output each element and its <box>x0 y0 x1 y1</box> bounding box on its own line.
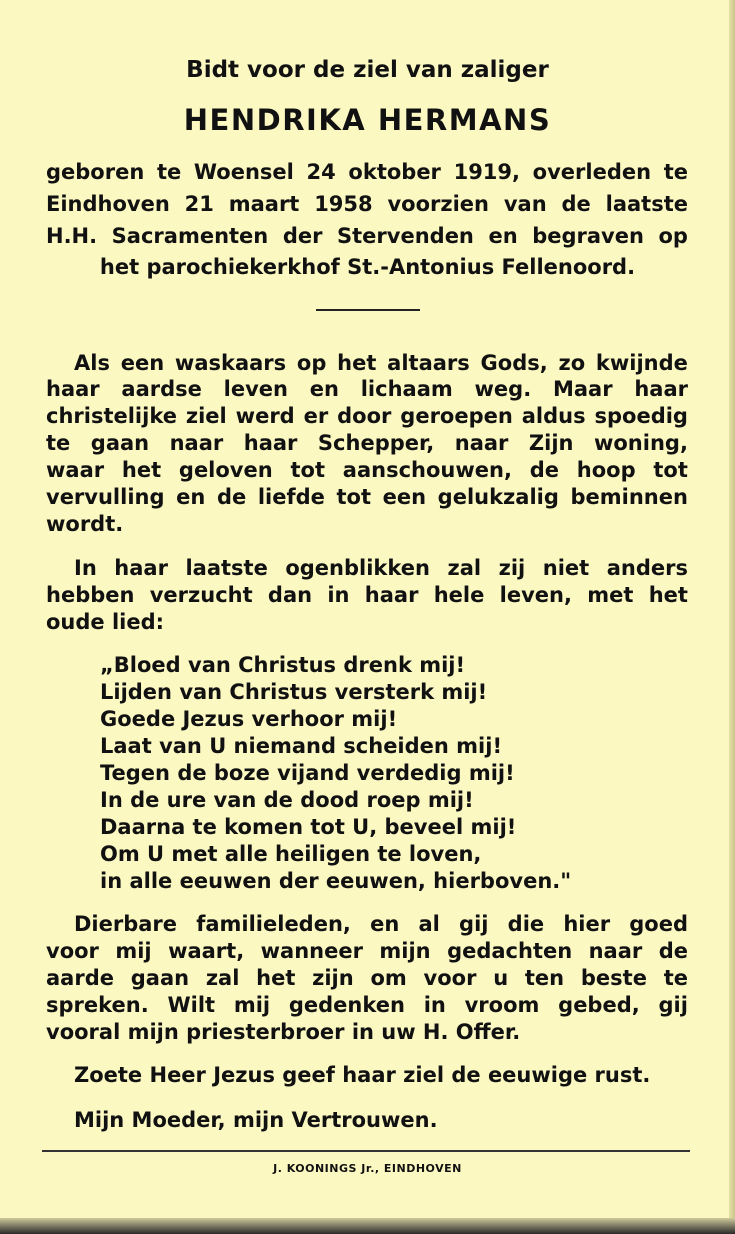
word: wanneer <box>260 939 363 963</box>
word: het <box>648 583 688 607</box>
word: waskaars <box>174 351 287 375</box>
text-line: wordt. <box>46 512 124 536</box>
word: het <box>121 458 162 482</box>
text-line <box>46 993 688 1017</box>
word: haar <box>114 556 168 580</box>
word: tot <box>653 458 688 482</box>
word: familieleden, <box>196 912 351 936</box>
word: leven, <box>499 583 572 607</box>
word: christelijke <box>46 404 177 428</box>
word: spreken. <box>46 993 149 1017</box>
word: u <box>493 966 509 990</box>
word: Sacramenten <box>111 224 269 248</box>
word: In <box>74 556 97 580</box>
prayer-line: Om U met alle heiligen te loven, <box>100 842 482 866</box>
word: haar <box>46 377 100 401</box>
word: hele <box>433 583 485 607</box>
word: naar <box>454 431 509 455</box>
word: vervulling <box>46 485 165 509</box>
word: met <box>587 583 634 607</box>
word: om <box>370 966 407 990</box>
word: zo <box>558 351 586 375</box>
prayer-line: in alle eeuwen der eeuwen, hierboven." <box>100 869 572 893</box>
text-line <box>74 912 688 936</box>
word: lichaam <box>360 377 453 401</box>
text-line <box>74 556 688 580</box>
text-line <box>46 583 688 607</box>
word: aarde <box>46 966 114 990</box>
details-line: het parochiekerkhof St.-Antonius Fellenoord. <box>99 255 636 279</box>
word: voor <box>46 939 99 963</box>
intro-line: Bidt voor de ziel van zaliger <box>186 57 549 83</box>
word: beminnen <box>570 485 688 509</box>
word: 24 <box>306 160 336 184</box>
word: geroepen <box>400 404 513 428</box>
word: Zijn <box>528 431 574 455</box>
word: kwijnde <box>595 351 688 375</box>
word: laatste <box>185 556 268 580</box>
closing-prayer: Zoete Heer Jezus geef haar ziel de eeuwige rust. <box>74 1063 651 1087</box>
prayer-line: Laat van U niemand scheiden mij! <box>100 734 503 758</box>
text-line <box>46 431 688 455</box>
word: tot <box>336 485 372 509</box>
text-line <box>46 404 688 428</box>
text-line <box>46 458 688 482</box>
text-line <box>74 351 688 375</box>
prayer-line: „Bloed van Christus drenk mij! <box>100 653 466 677</box>
prayer-line: Lijden van Christus versterk mij! <box>100 680 488 704</box>
word: te <box>663 966 688 990</box>
card-bottom-edge <box>0 1218 735 1234</box>
word: anders <box>606 556 688 580</box>
word: hoop <box>576 458 636 482</box>
word: Dierbare <box>74 912 178 936</box>
word: liefde <box>257 485 325 509</box>
word: de <box>216 485 247 509</box>
word: aldus <box>521 404 586 428</box>
word: ten <box>524 966 565 990</box>
word: oktober <box>348 160 441 184</box>
details-line <box>46 224 688 248</box>
word: laatste <box>605 192 688 216</box>
word: 1958 <box>314 192 373 216</box>
details-line <box>46 160 688 184</box>
printer-credit: J. KOONINGS Jr., EINDHOVEN <box>273 1162 462 1175</box>
word: en <box>370 912 400 936</box>
word: overleden <box>532 160 652 184</box>
word: beste <box>580 966 647 990</box>
word: ogenblikken <box>285 556 430 580</box>
word: Eindhoven <box>46 192 170 216</box>
word: tot <box>290 458 325 482</box>
word: waar <box>46 458 105 482</box>
word: maart <box>228 192 300 216</box>
word: en <box>176 485 206 509</box>
text-line: oude lied: <box>46 610 165 634</box>
text-line <box>46 377 688 401</box>
word: een <box>382 485 427 509</box>
word: leven <box>223 377 288 401</box>
word: het <box>337 351 377 375</box>
word: zijn <box>312 966 354 990</box>
word: Woensel <box>193 160 294 184</box>
word: H.H. <box>46 224 98 248</box>
word: in <box>327 583 350 607</box>
word: te <box>663 160 688 184</box>
word: verzucht <box>149 583 253 607</box>
word: waart, <box>168 939 245 963</box>
word: er <box>303 404 329 428</box>
word: der <box>282 224 323 248</box>
word: naar <box>588 939 643 963</box>
bottom-rule <box>42 1150 690 1152</box>
word: 21 <box>184 192 214 216</box>
word: mij <box>233 993 271 1017</box>
prayer-line: Tegen de boze vijand verdedig mij! <box>100 761 515 785</box>
word: van <box>503 192 547 216</box>
word: op <box>658 224 688 248</box>
prayer-line: Goede Jezus verhoor mij! <box>100 707 398 731</box>
word: gebed, <box>558 993 640 1017</box>
word: te <box>46 431 71 455</box>
separator <box>316 309 420 311</box>
word: haar <box>243 431 298 455</box>
text-line <box>46 966 688 990</box>
word: haar <box>364 583 419 607</box>
word: op <box>296 351 327 375</box>
word: werd <box>235 404 295 428</box>
word: Gods, <box>480 351 548 375</box>
word: al <box>418 912 440 936</box>
word: Schepper, <box>317 431 435 455</box>
deceased-name: HENDRIKA HERMANS <box>183 103 552 137</box>
word: ziel <box>185 404 227 428</box>
word: zal <box>447 556 482 580</box>
word: gelukzalig <box>437 485 559 509</box>
word: Wilt <box>167 993 216 1017</box>
word: naar <box>169 431 224 455</box>
word: Maar <box>552 377 613 401</box>
word: mijn <box>379 939 431 963</box>
word: te <box>156 160 182 184</box>
word: aanschouwen, <box>342 458 512 482</box>
word: door <box>337 404 392 428</box>
word: vroom <box>464 993 540 1017</box>
word: 1919, <box>453 160 521 184</box>
word: en <box>309 377 339 401</box>
word: geloven <box>178 458 273 482</box>
prayer-line: Daarna te komen tot U, beveel mij! <box>100 815 517 839</box>
word: zal <box>205 966 240 990</box>
word: Stervenden <box>337 224 474 248</box>
word: gedachten <box>447 939 573 963</box>
word: voorzien <box>387 192 489 216</box>
word: hier <box>563 912 611 936</box>
word: gij <box>459 912 489 936</box>
word: geboren <box>46 160 145 184</box>
word: de <box>529 458 559 482</box>
word: dan <box>267 583 313 607</box>
word: in <box>423 993 446 1017</box>
word: weg. <box>474 377 532 401</box>
word: gedenken <box>288 993 405 1017</box>
word: Als <box>74 351 110 375</box>
text-line: vooral mijn priesterbroer in uw H. Offer. <box>46 1020 521 1044</box>
word: spoedig <box>594 404 688 428</box>
word: begraven <box>532 224 644 248</box>
prayer-line: In de ure van de dood roep mij! <box>100 788 474 812</box>
word: gaan <box>130 966 190 990</box>
text-line <box>46 939 688 963</box>
word: altaars <box>387 351 470 375</box>
text-line <box>46 485 688 509</box>
details-line <box>46 192 688 216</box>
word: gaan <box>90 431 150 455</box>
word: aardse <box>121 377 202 401</box>
closing-invocation: Mijn Moeder, mijn Vertrouwen. <box>74 1108 438 1132</box>
word: de <box>658 939 688 963</box>
word: en <box>488 224 518 248</box>
word: niet <box>542 556 590 580</box>
word: het <box>256 966 296 990</box>
word: hebben <box>46 583 135 607</box>
word: goed <box>629 912 688 936</box>
word: haar <box>634 377 688 401</box>
word: die <box>507 912 545 936</box>
word: voor <box>423 966 477 990</box>
word: gij <box>658 993 688 1017</box>
word: zij <box>498 556 526 580</box>
word: een <box>120 351 165 375</box>
word: mij <box>115 939 152 963</box>
word: de <box>561 192 591 216</box>
card-edge <box>729 0 735 1226</box>
word: woning, <box>593 431 688 455</box>
